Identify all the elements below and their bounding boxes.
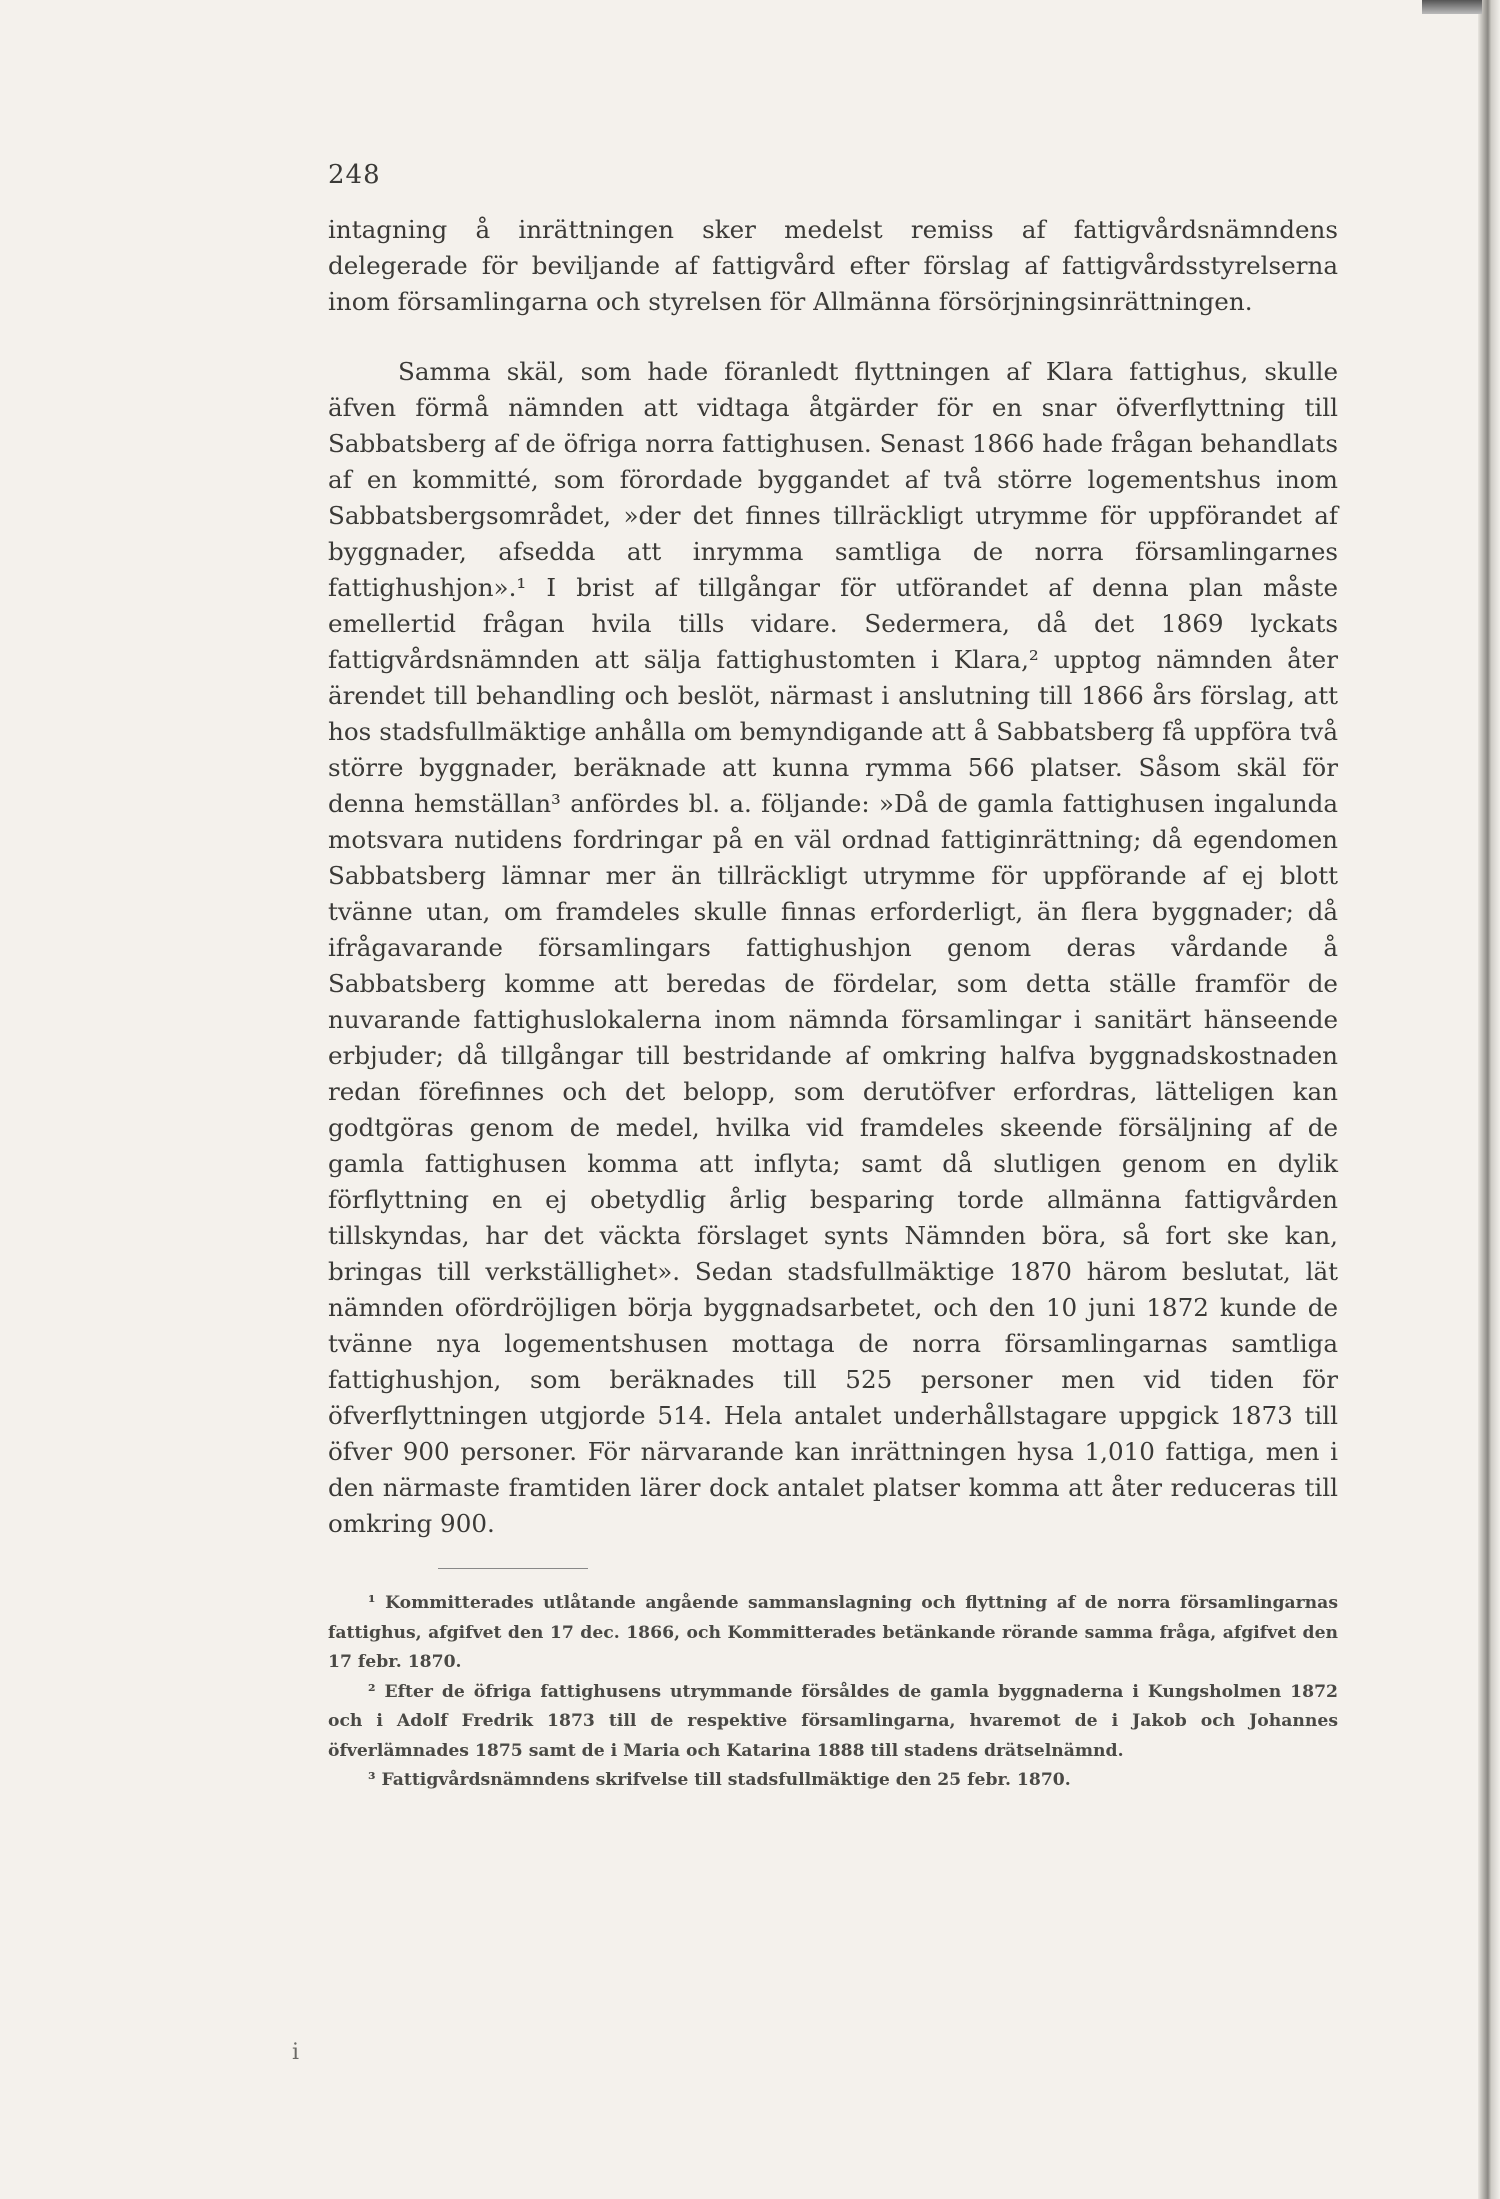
paragraph-gap bbox=[328, 320, 1338, 354]
page-edge bbox=[1478, 0, 1500, 2199]
footnote-2: ² Efter de öfriga fattighusens utrymmande försåldes de gamla byggnaderna i Kungsholmen 1872 och i Adolf Fredrik 1873 till de respektive församlingarna, hvaremot de i Jakob och Johannes öfverlämnades 1875 samt de i Maria och Katarina 1888 till stadens drätselnämnd. bbox=[328, 1681, 1338, 1761]
footnote-rule bbox=[438, 1568, 588, 1569]
footnote-1: ¹ Kommitterades utlåtande angående sammanslagning och flyttning af de norra församlingarnas fattighus, afgifvet den 17 dec. 1866, och Kommitterades betänkande rörande samma fråga, afgifvet den 17 febr. 1870. bbox=[328, 1593, 1338, 1672]
page-edge-shadow bbox=[1422, 0, 1482, 14]
paragraph-2: Samma skäl, som hade föranledt flyttningen af Klara fattighus, skulle äfven förmå nämnden att vidtaga åtgärder för en snar öfverflyttning till Sabbatsberg af de öfriga norra fattighusen. Senast 1866 hade frågan behandlats af en kommitté, som förordade byggandet af två större logementshus inom Sabbatsbergsområdet, »der det finnes tillräckligt utrymme för uppförandet af byggnader, afsedda att inrymma samtliga de norra församlingarnes fattighushjon».¹ I brist af tillgångar för utförandet af denna plan måste emellertid frågan hvila tills vidare. Sedermera, då det 1869 lyckats fattigvårdsnämnden att sälja fattighustomten i Klara,² upptog nämnden åter ärendet till behandling och beslöt, närmast i anslutning till 1866 års förslag, att hos stadsfullmäktige anhålla om bemyndigande att å Sabbatsberg få uppföra två större byggnader, beräknade att kunna rymma 566 platser. Såsom skäl för denna hemställan³ anfördes bl. a. följande: »Då de gamla fattighusen ingalunda motsvara nutidens fordringar på en väl ordnad fattiginrättning; då egendomen Sabbatsberg lämnar mer än tillräckligt utrymme för uppförande af ej blott tvänne utan, om framdeles skulle finnas erforderligt, än flera byggnader; då ifrågavarande församlingars fattighushjon genom deras vårdande å Sabbatsberg komme att beredas de fördelar, som detta ställe framför de nuvarande fattighuslokalerna inom nämnda församlingar i sanitärt hänseende erbjuder; då tillgångar till bestridande af omkring halfva byggnadskostnaden redan förefinnes och det belopp, som derutöfver erfordras, lätteligen kan godtgöras genom de medel, hvilka vid framdeles skeende försäljning af de gamla fattighusen komma att inflyta; samt då slutligen genom en dylik förflyttning en ej obetydlig årlig besparing torde allmänna fattigvården tillskyndas, har det väckta förslaget synts Nämnden böra, så fort ske kan, bringas till verkställighet». Sedan stadsfullmäktige 1870 härom beslutat, lät nämnden ofördröjligen börja byggnadsarbetet, och den 10 juni 1872 kunde de tvänne nya logementshusen mottaga de norra församlingarnas samtliga fattighushjon, som beräknades till 525 personer men vid tiden för öfverflyttningen utgjorde 514. Hela antalet underhållstagare uppgick 1873 till öfver 900 personer. För närvarande kan inrättningen hysa 1,010 fattiga, men i den närmaste framtiden lärer dock antalet platser komma att åter reduceras till omkring 900. bbox=[328, 357, 1338, 1538]
paragraph-1: intagning å inrättningen sker medelst remiss af fattigvårdsnämndens delegerade för beviljande af fattigvård efter förslag af fattigvårdsstyrelserna inom församlingarna och styrelsen för Allmänna försörjningsinrättningen. bbox=[328, 215, 1338, 316]
footnote-3: ³ Fattigvårdsnämndens skrifvelse till stadsfullmäktige den 25 febr. 1870. bbox=[368, 1770, 1071, 1790]
book-page bbox=[328, 160, 1338, 1796]
page-number: 248 bbox=[328, 160, 381, 190]
stray-mark: i bbox=[292, 2040, 300, 2065]
